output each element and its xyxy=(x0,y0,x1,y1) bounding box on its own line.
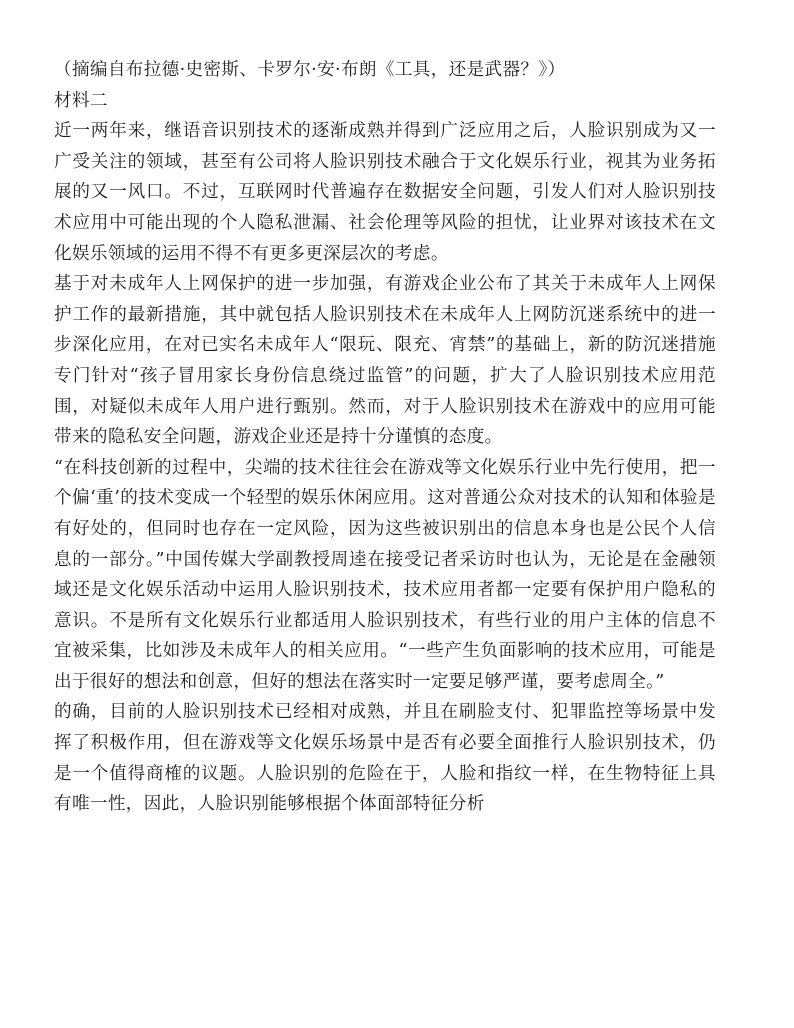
paragraph-1: 近一两年来，继语音识别技术的逐渐成熟并得到广泛应用之后，人脸识别成为又一广受关注的领域，甚至有公司将人脸识别技术融合于文化娱乐行业，视其为业务拓展的又一风口。不过，互联网时代普遍存在数据安全问题，引发人们对人脸识别技术应用中可能出现的个人隐私泄漏、社会伦理等风险的担忧，让业界对该技术在文化娱乐领域的运用不得不有更多更深层次的考虑。 xyxy=(54,121,716,264)
paragraph-4: 的确，目前的人脸识别技术已经相对成熟，并且在刷脸支付、犯罪监控等场景中发挥了积极作用，但在游戏等文化娱乐场景中是否有必要全面推行人脸识别技术，仍是一个值得商榷的议题。人脸识别的危险在于，人脸和指纹一样，在生物特征上具有唯一性，因此，人脸识别能够根据个体面部特征分析 xyxy=(54,702,716,815)
paragraph-2: 基于对未成年人上网保护的进一步加强，有游戏企业公布了其关于未成年人上网保护工作的最新措施，其中就包括人脸识别技术在未成年人上网防沉迷系统中的进一步深化应用，在对已实名未成年人“限玩、限充、宵禁”的基础上，新的防沉迷措施专门针对“孩子冒用家长身份信息绕过监管”的问题，扩大了人脸识别技术应用范围，对疑似未成年人用户进行甄别。然而，对于人脸识别技术在游戏中的应用可能带来的隐私安全问题，游戏企业还是持十分谨慎的态度。 xyxy=(54,274,716,448)
document-page xyxy=(54,55,716,820)
source-note: （摘编自布拉德·史密斯、卡罗尔·安·布朗《工具，还是武器？》） xyxy=(54,60,566,80)
paragraph-3: “在科技创新的过程中，尖端的技术往往会在游戏等文化娱乐行业中先行使用，把一个偏‘重’的技术变成一个轻型的娱乐休闲应用。这对普通公众对技术的认知和体验是有好处的，但同时也存在一定风险，因为这些被识别出的信息本身也是公民个人信息的一部分。”中国传媒大学副教授周逵在接受记者采访时也认为，无论是在金融领域还是文化娱乐活动中运用人脸识别技术，技术应用者都一定要有保护用户隐私的意识。不是所有文化娱乐行业都适用人脸识别技术，有些行业的用户主体的信息不宜被采集，比如涉及未成年人的相关应用。“一些产生负面影响的技术应用，可能是出于很好的想法和创意，但好的想法在落实时一定要足够严谨，要考虑周全。” xyxy=(54,457,716,692)
section-heading: 材料二 xyxy=(54,90,108,111)
